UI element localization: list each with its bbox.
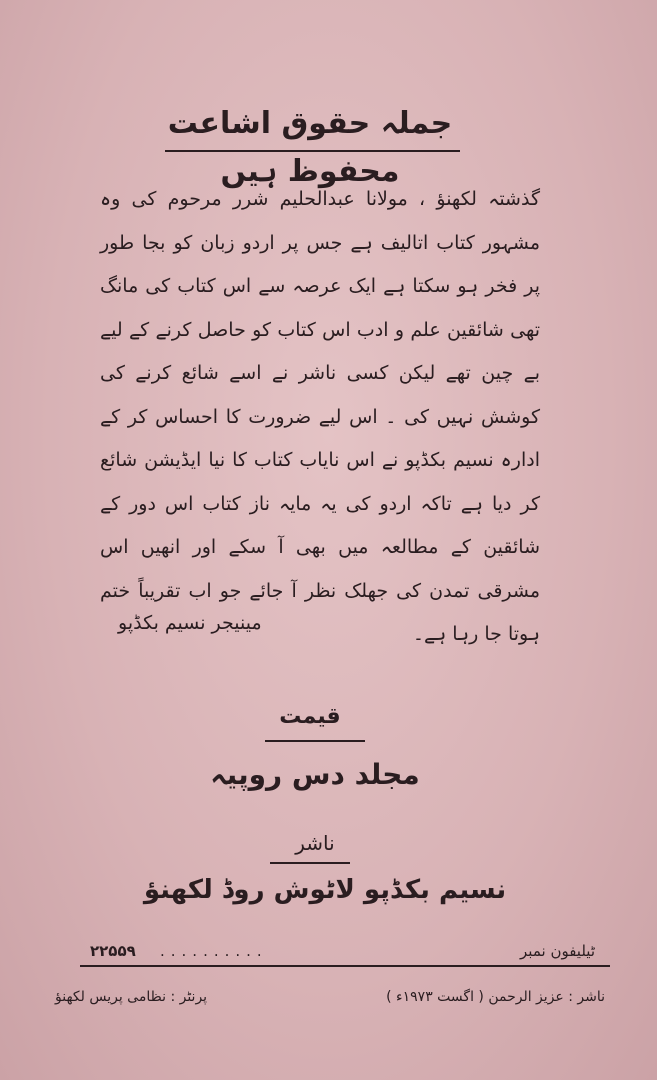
price-label: قیمت — [279, 704, 341, 729]
note-line-5: کرنے کی کوشش نہیں کی ۔ اس لیے ضرورت کا احساس — [100, 362, 540, 428]
phone-leader-dots: .......... — [160, 942, 268, 960]
publisher-label: ناشر — [295, 831, 335, 855]
publisher-name: نسیم بکڈپو لاٹوش روڈ لکھنؤ — [143, 875, 507, 905]
note-line-1: گذشتہ لکھنؤ ، مولانا عبدالحلیم شرر مرحوم کی وہ مشہور کتاب — [100, 188, 540, 254]
footer-divider — [80, 965, 610, 967]
copyright-heading: جملہ حقوق اشاعت محفوظ ہیں — [167, 106, 453, 189]
manager-signature: مینیجر نسیم بکڈپو — [118, 612, 262, 634]
note-line-7: شائع کر دیا ہے تاکہ اردو کی یہ مایہ ناز کتاب اس دور کے — [100, 449, 540, 515]
price-underline — [265, 740, 365, 742]
note-line-3: عرصہ سے اس کتاب کی مانگ تھی شائقین علم و ادب اس کتاب — [100, 275, 540, 341]
note-line-4: کو حاصل کرنے کے لیے بے چین تھے لیکن کسی ناشر نے اسے شائع — [100, 318, 541, 384]
price-value: مجلد دس روپیہ — [210, 758, 420, 791]
publisher-note — [100, 178, 540, 657]
heading-underline — [165, 150, 460, 152]
note-line-6: کر کے ادارہ نسیم بکڈپو نے اس نایاب کتاب کا نیا ایڈیشن — [100, 405, 540, 471]
publisher-credit: ناشر : عزیز الرحمن ( اگست ۱۹۷۳ء ) — [386, 989, 605, 1005]
printer-credit: پرنٹر : نظامی پریس لکھنؤ — [55, 989, 208, 1005]
note-line-2: اتالیف ہے جس پر اردو زبان کو بجا طور پر فخر ہو سکتا ہے ایک — [100, 231, 540, 297]
note-line-9: تمدن کی جھلک نظر آ جائے جو اب تقریباً ختم ہوتا جا رہا ہے۔ — [100, 579, 540, 645]
phone-label: ٹیلیفون نمبر — [520, 942, 595, 960]
phone-number: ۲۲۵۵۹ — [90, 942, 136, 960]
note-line-8: شائقین کے مطالعہ میں بھی آ سکے اور انھیں اس مشرقی — [100, 536, 541, 602]
publisher-underline — [270, 862, 350, 864]
